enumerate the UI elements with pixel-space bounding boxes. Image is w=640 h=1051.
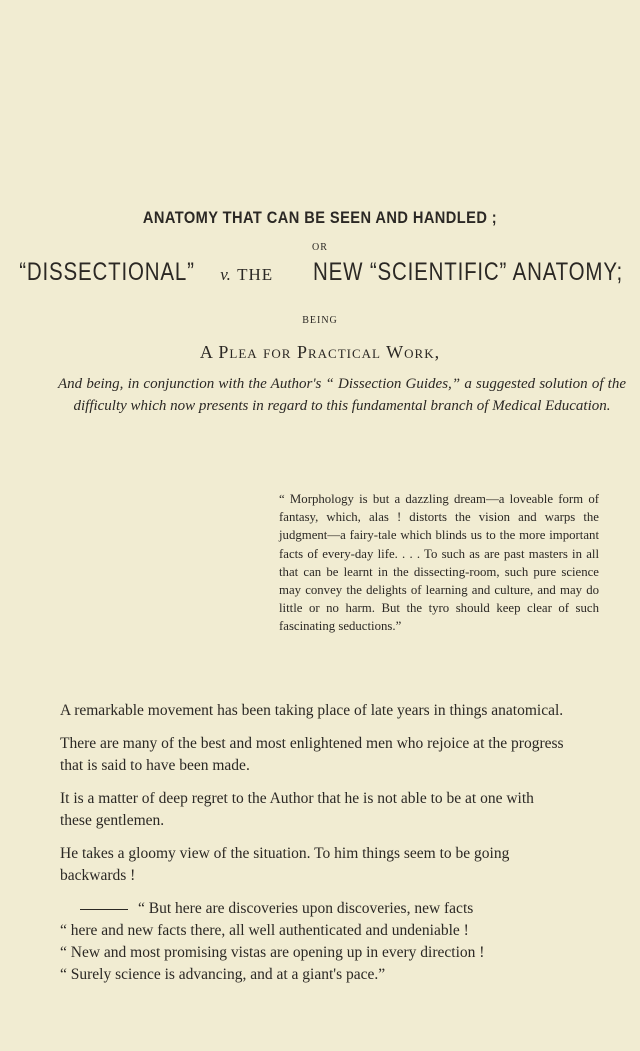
title-part-scientific: NEW “SCIENTIFIC” ANATOMY;	[313, 258, 624, 286]
quoted-line-3: “ New and most promising vistas are opening up in every direction !	[60, 944, 485, 961]
body-paragraph-1: A remarkable movement has been taking place of late years in things anatomical.	[60, 702, 564, 719]
title-line-2	[0, 258, 640, 287]
title-the: THE	[237, 265, 274, 284]
body-paragraph-2: There are many of the best and most enlightened men who rejoice at the progress that is said to have been made.	[60, 735, 564, 774]
quoted-line-4: “ Surely science is advancing, and at a giant's pace.”	[60, 966, 386, 983]
or-connector: OR	[312, 242, 328, 253]
title-part-dissectional: “DISSECTIONAL”	[19, 258, 195, 286]
title-line-1: ANATOMY THAT CAN BE SEEN AND HANDLED ;	[142, 208, 498, 227]
quoted-line-2: “ here and new facts there, all well authenticated and undeniable !	[60, 922, 469, 939]
body-text	[60, 700, 565, 986]
subtitle-paragraph: And being, in conjunction with the Author's “ Dissection Guides,” a suggested solution of the difficulty which now presents in regard to this fundamental branch of Medical Education.	[58, 376, 626, 414]
being-connector: BEING	[302, 315, 338, 326]
epigraph-quote: “ Morphology is but a dazzling dream—a loveable form of fantasy, which, alas ! distorts the vision and warps the judgment—a fairy-tale which blinds us to the more important facts of every-day life. . . . To such as are past masters in all that can be learnt in the dissecting-room, such pure science may convey the delights of learning and culture, and may do little or no harm. But the tyro should keep clear of such fascinating seductions.”	[279, 492, 599, 634]
title-versus: v.	[220, 265, 231, 284]
dash-rule	[80, 909, 128, 910]
plea-heading: A Plea for Practical Work,	[199, 342, 441, 362]
quoted-line-1-wrap	[60, 898, 565, 920]
quoted-passage	[60, 898, 565, 986]
body-paragraph-4: He takes a gloomy view of the situation. To him things seem to be going backwards !	[60, 845, 510, 884]
body-paragraph-3: It is a matter of deep regret to the Author that he is not able to be at one with these gentlemen.	[60, 790, 534, 829]
quoted-line-1: “ But here are discoveries upon discoveries, new facts	[138, 900, 474, 917]
